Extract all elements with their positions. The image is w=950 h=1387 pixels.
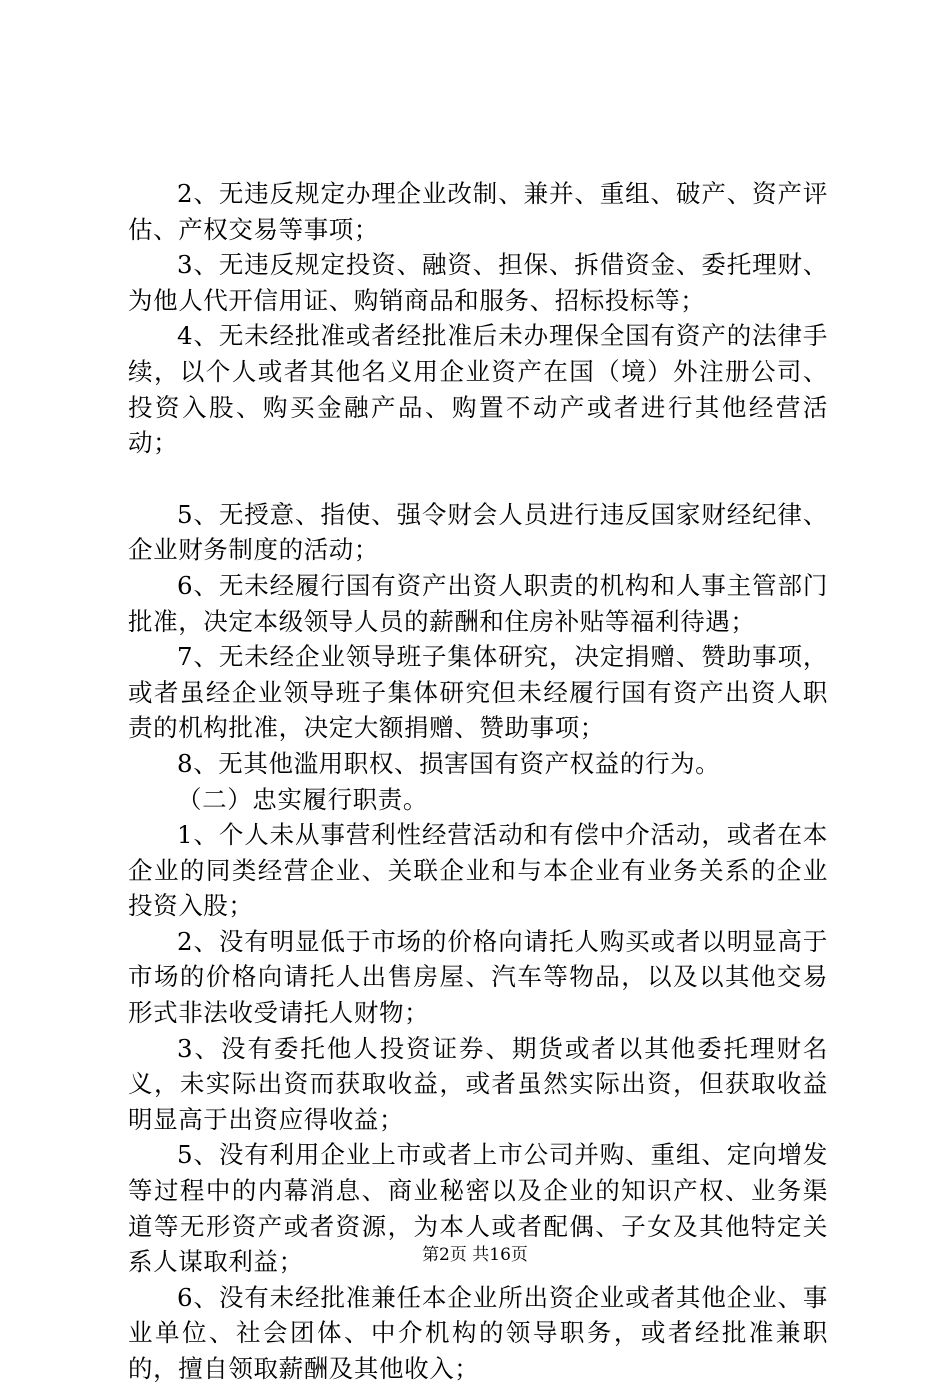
paragraph: 7、无未经企业领导班子集体研究，决定捐赠、赞助事项，或者虽经企业领导班子集体研究但未经履行国有资产出资人职责的机构批准，决定大额捐赠、赞助事项；	[128, 642, 828, 743]
paragraph: 8、无其他滥用职权、损害国有资产权益的行为。	[177, 748, 721, 778]
paragraph: 6、无未经履行国有资产出资人职责的机构和人事主管部门批准，决定本级领导人员的薪酬和住房补贴等福利待遇；	[128, 570, 828, 636]
page-number: 第2页 共16页	[422, 1245, 528, 1265]
paragraph: 4、无未经批准或者经批准后未办理保全国有资产的法律手续，以个人或者其他名义用企业资产在国（境）外注册公司、投资入股、购买金融产品、购置不动产或者进行其他经营活动；	[128, 321, 828, 458]
paragraph: 2、没有明显低于市场的价格向请托人购买或者以明显高于市场的价格向请托人出售房屋、汽车等物品，以及以其他交易形式非法收受请托人财物；	[128, 926, 828, 1028]
paragraph: 5、无授意、指使、强令财会人员进行违反国家财经纪律、企业财务制度的活动；	[128, 499, 828, 565]
paragraph: 5、没有利用企业上市或者上市公司并购、重组、定向增发等过程中的内幕消息、商业秘密以及企业的知识产权、业务渠道等无形资产或者资源，为本人或者配偶、子女及其他特定关系人谋取利益；	[128, 1140, 828, 1277]
document-body	[128, 176, 828, 1387]
paragraph: 1、个人未从事营利性经营活动和有偿中介活动，或者在本企业的同类经营企业、关联企业和与本企业有业务关系的企业投资入股；	[128, 820, 828, 921]
section-heading: （二）忠实履行职责。	[177, 784, 428, 814]
paragraph: 2、无违反规定办理企业改制、兼并、重组、破产、资产评估、产权交易等事项；	[128, 179, 828, 244]
paragraph: 3、没有委托他人投资证券、期货或者以其他委托理财名义，未实际出资而获取收益，或者虽然实际出资，但获取收益明显高于出资应得收益；	[128, 1033, 828, 1134]
paragraph: 3、无违反规定投资、融资、担保、拆借资金、委托理财、为他人代开信用证、购销商品和服务、招标投标等；	[128, 250, 828, 315]
paragraph: 6、没有未经批准兼任本企业所出资企业或者其他企业、事业单位、社会团体、中介机构的领导职务，或者经批准兼职的，擅自领取薪酬及其他收入；	[128, 1282, 828, 1383]
